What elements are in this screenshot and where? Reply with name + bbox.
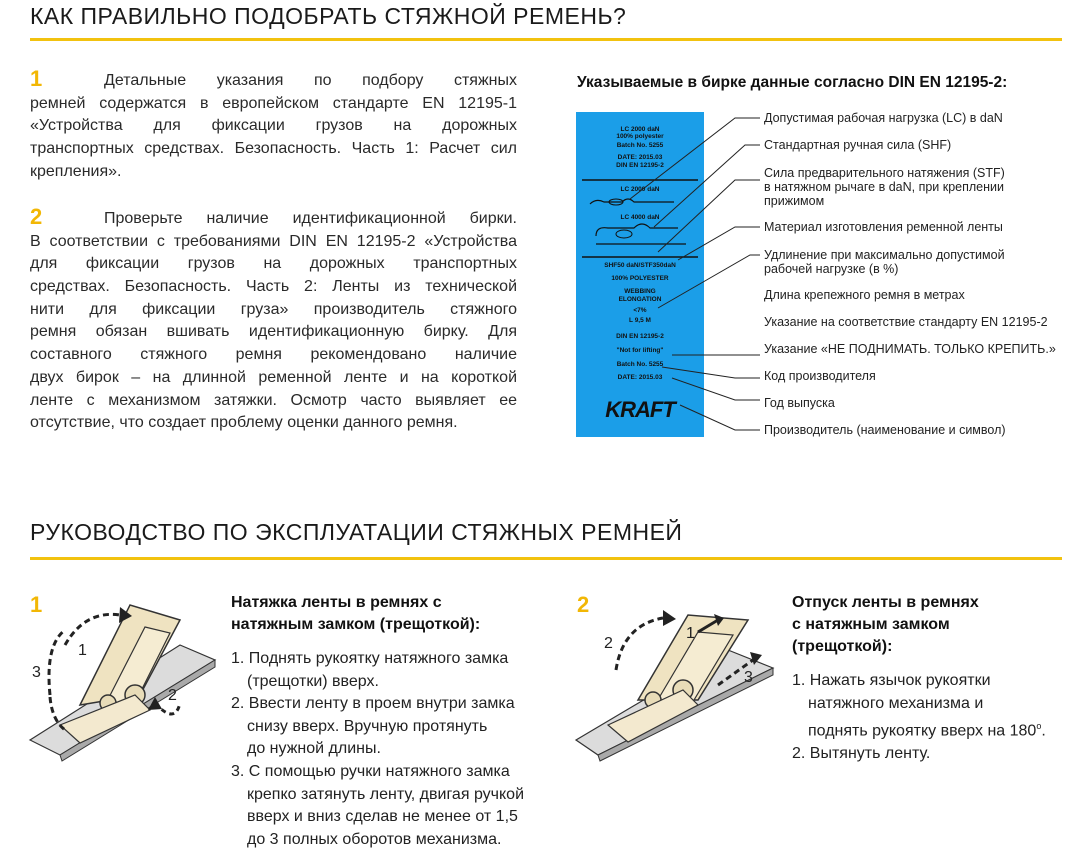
degree-sup: o	[1036, 721, 1042, 732]
tag-text: 100% POLYESTER	[611, 275, 669, 282]
text-line: Проверьте наличие идентификационной бирки.	[104, 210, 517, 227]
tag-text: SHF50 daN/STF350daN	[604, 262, 676, 269]
paragraph-standard-reference	[30, 70, 517, 183]
tag-text: LC 2000 daN	[620, 186, 660, 193]
ratchet-tightening-illustration	[20, 585, 225, 765]
figure-label: 3	[32, 664, 41, 681]
list-line: 2. Вытянуть ленту.	[792, 745, 931, 763]
tag-text: DATE: 2015.03	[617, 154, 663, 161]
list-line: снизу вверх. Вручную протянуть	[247, 717, 488, 735]
tag-text: "Not for lifting"	[616, 347, 664, 354]
text-line: Детальные указания по подбору стяжных	[104, 72, 517, 89]
step1-title	[231, 592, 480, 636]
text-line: для фиксации грузов на дорожных транспортных	[30, 255, 517, 273]
step2-title	[792, 592, 979, 658]
kraft-logo: KRAFT	[605, 397, 675, 422]
tag-leader-lines	[560, 100, 770, 445]
title-line: натяжным замком (трещоткой):	[231, 616, 481, 633]
tag-label-standard: Указание на соответствие стандарту EN 12195-2	[764, 315, 1048, 329]
tag-text: ELONGATION	[618, 296, 662, 303]
label-line: прижимом	[764, 194, 825, 208]
step2-list	[792, 670, 1046, 766]
tag-text: L 9,5 M	[629, 317, 651, 324]
tag-text: WEBBING	[624, 288, 656, 295]
text-line: ремней содержатся в европейском стандарте EN 12195-1	[30, 94, 517, 112]
list-line: вверх и вниз сделав не менее от 1,5	[247, 808, 518, 826]
text-line: транспортных средствах. Безопасность. Часть 1: Расчет сил	[30, 140, 517, 158]
title-line: Отпуск ленты в ремнях	[792, 594, 979, 611]
title-line: (трещоткой):	[792, 638, 893, 655]
tag-label-stf	[764, 166, 1005, 208]
label-line: в натяжном рычаге в daN, при креплении	[764, 180, 1005, 194]
label-line: Сила предварительного натяжения (STF)	[764, 166, 1005, 180]
text-line: ремня обязан вшивать идентификационную бирку. Для	[30, 323, 517, 341]
list-line: 1. Поднять рукоятку натяжного замка	[231, 650, 509, 667]
list-line: 3. С помощью ручки натяжного замка	[231, 762, 510, 780]
label-line: Удлинение при максимально допустимой	[764, 248, 1005, 262]
figure-label: 2	[168, 687, 177, 704]
list-line: (трещотки) вверх.	[247, 672, 379, 690]
ratchet-release-illustration	[568, 590, 783, 765]
tag-text: LC 2000 daN	[620, 126, 660, 133]
tag-text: 100% polyester	[616, 133, 664, 140]
list-line: до нужной длины.	[247, 740, 381, 758]
tag-label-shf: Стандартная ручная сила (SHF)	[764, 138, 952, 152]
text-line: нити для фиксации груза» производитель стяжного	[30, 300, 517, 318]
tag-text: DIN EN 12195-2	[616, 333, 664, 340]
tag-text: Batch No. 5255	[616, 361, 664, 368]
tag-label-not-lifting: Указание «НЕ ПОДНИМАТЬ. ТОЛЬКО КРЕПИТЬ.»	[764, 342, 1056, 356]
figure-label: 3	[744, 669, 753, 686]
text-line: «Устройства для фиксации грузов на дорожных	[30, 117, 517, 135]
tag-label-elongation	[764, 248, 1005, 276]
section-title-instructions: РУКОВОДСТВО ПО ЭКСПЛУАТАЦИИ СТЯЖНЫХ РЕМНЕЙ	[30, 519, 683, 545]
paragraph-id-tag	[30, 208, 517, 435]
list-line: 1. Нажать язычок рукоятки	[792, 672, 991, 689]
tag-text: DATE: 2015.03	[617, 374, 663, 381]
list-line: поднять рукоятку вверх на 180$^o$.	[808, 721, 1046, 740]
tag-label-manufacturer: Производитель (наименование и символ)	[764, 423, 1006, 437]
figure-label: 2	[604, 635, 613, 652]
list-item	[231, 761, 524, 851]
list-line: натяжного механизма и	[808, 694, 984, 712]
tag-label-manufacturer-code: Код производителя	[764, 369, 876, 383]
list-line: крепко затянуть ленту, двигая ручкой	[247, 785, 525, 803]
text-line: отсутствие, что создает проблему оценки данного ремня.	[30, 414, 458, 432]
list-line: до 3 полных оборотов механизма.	[247, 830, 502, 848]
text-line: составного стяжного ремня рекомендовано наличие	[30, 346, 517, 364]
tag-label-year: Год выпуска	[764, 396, 835, 410]
tag-text: Batch No. 5255	[616, 142, 664, 149]
list-item	[231, 693, 524, 761]
step-number-2: 2	[577, 592, 590, 617]
tag-text: <7%	[633, 307, 647, 314]
title-line: Натяжка ленты в ремнях с	[231, 594, 442, 611]
list-line-text: поднять рукоятку вверх на 180	[808, 722, 1037, 740]
figure-label: 1	[686, 625, 695, 642]
figure-label: 1	[78, 642, 87, 659]
section-title-selection: КАК ПРАВИЛЬНО ПОДОБРАТЬ СТЯЖНОЙ РЕМЕНЬ?	[30, 3, 627, 29]
text-line: средствах. Безопасность. Часть 2: Ленты из технической	[30, 278, 517, 296]
label-line: рабочей нагрузке (в %)	[764, 262, 899, 276]
list-item	[231, 648, 524, 693]
text-line: крепления».	[30, 162, 122, 180]
tag-label-length: Длина крепежного ремня в метрах	[764, 288, 965, 302]
tag-section-title: Указываемые в бирке данные согласно DIN EN 12195-2:	[577, 74, 1008, 91]
step1-list	[231, 648, 524, 851]
list-line: 2. Ввести ленту в проем внутри замка	[231, 695, 515, 713]
text-line: двух бирок – на длинной ременной ленте и на короткой	[30, 368, 517, 386]
list-item	[792, 670, 1046, 743]
step-number-1: 1	[30, 66, 43, 91]
text-line: ленте с механизмом затяжки. Осмотр часто выявляет ее	[30, 391, 517, 409]
text-line: В соответствии с требованиями DIN EN 12195-2 «Устройства	[30, 232, 517, 250]
tag-text: LC 4000 daN	[620, 214, 660, 221]
tag-text: DIN EN 12195-2	[616, 162, 664, 169]
title-line: с натяжным замком	[792, 616, 950, 633]
step-number-1: 1	[30, 592, 43, 617]
list-item	[792, 743, 1046, 766]
tag-label-lc: Допустимая рабочая нагрузка (LC) в daN	[764, 111, 1003, 125]
title-underline	[30, 557, 1062, 560]
step-number-2: 2	[30, 204, 43, 229]
title-underline	[30, 38, 1062, 41]
tag-label-material: Материал изготовления ременной ленты	[764, 220, 1003, 234]
